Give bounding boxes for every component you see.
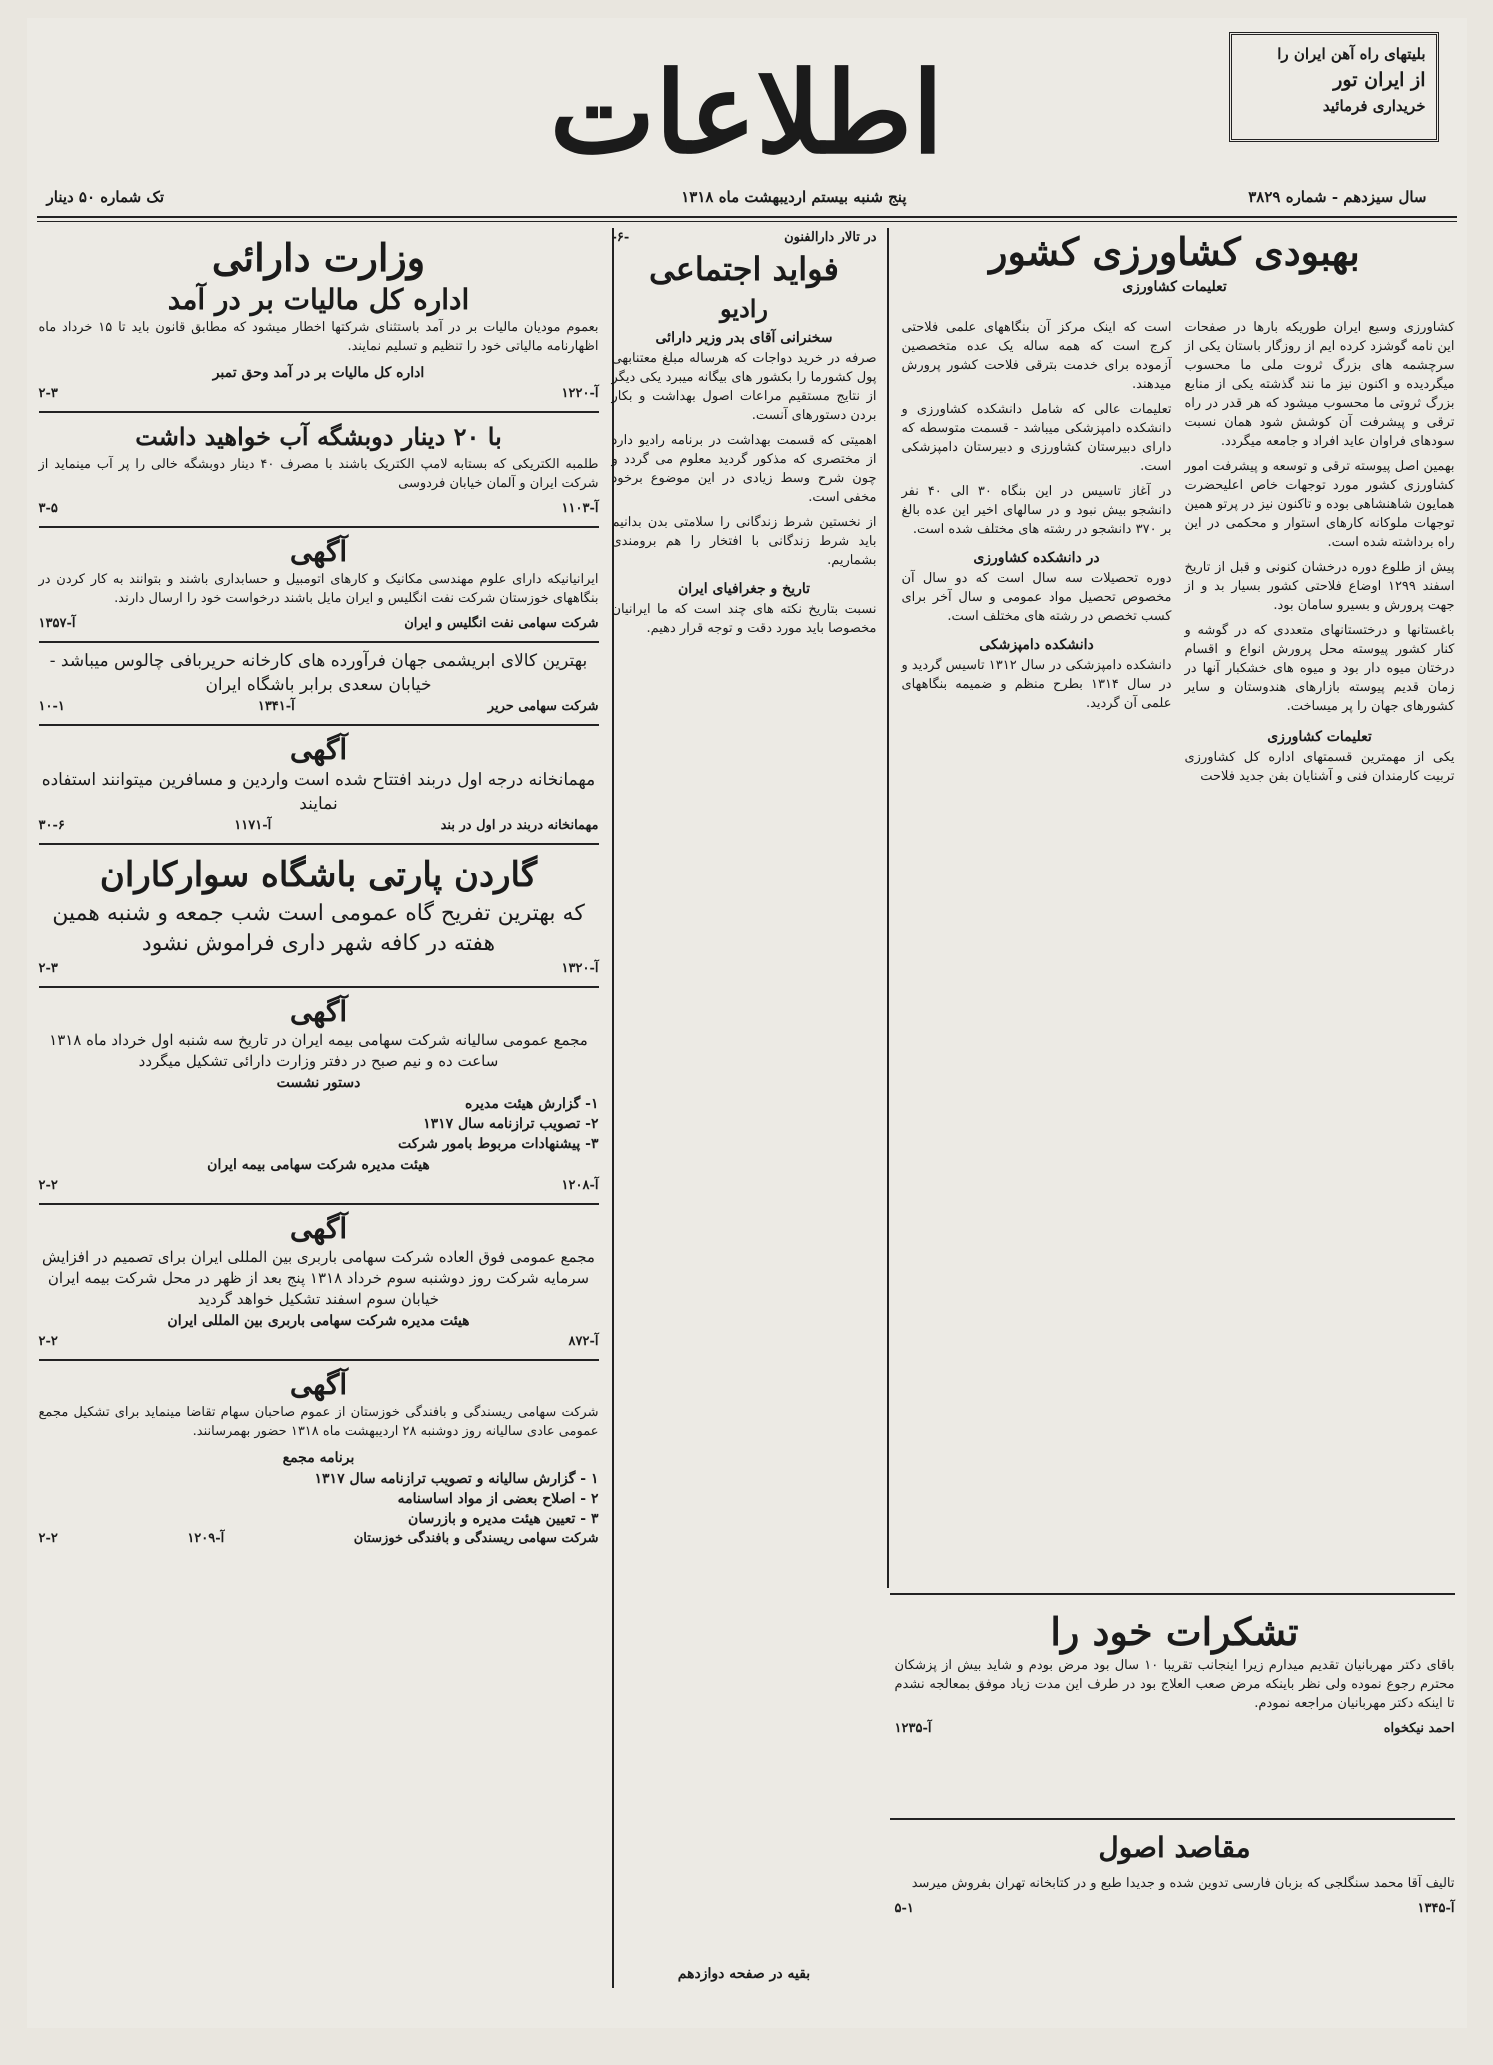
paragraph: نسبت بتاریخ نکته های چند است که ما ایرانیان مخصوصا باید مورد دقت و توجه قرار دهیم. bbox=[611, 602, 877, 636]
article-radio-corner bbox=[612, 228, 877, 247]
signature: احمد نیکخواه bbox=[1383, 1721, 1455, 1736]
ad-finance bbox=[39, 228, 599, 413]
ad-title: گاردن پارتی باشگاه سوارکاران bbox=[99, 855, 538, 895]
agenda-item: ۳ - تعیین هیئت مدیره و بازرسان bbox=[408, 1511, 599, 1527]
masthead-ad-box bbox=[1229, 32, 1439, 142]
ad-textile bbox=[39, 1361, 599, 1556]
ad-title: آگهی bbox=[289, 1368, 348, 1401]
agenda-item: ۱ - گزارش سالیانه و تصویب ترازنامه سال ۱۳۱۷ bbox=[314, 1471, 599, 1487]
ad-code: آ-۱۱۷۱ bbox=[234, 818, 272, 833]
ad-code-row bbox=[39, 384, 599, 403]
ad-title: آگهی bbox=[289, 1212, 348, 1245]
section-subhead: در دانشکده کشاورزی bbox=[973, 550, 1100, 566]
notice-book bbox=[895, 1830, 1455, 1918]
issue-number: سال سیزدهم - شماره ۳۸۲۹ bbox=[1248, 188, 1427, 206]
bottom-right-rule-2 bbox=[890, 1818, 1455, 1820]
ad-code-row bbox=[39, 614, 599, 633]
ads-column bbox=[39, 228, 599, 1556]
article-radio bbox=[612, 228, 877, 644]
ad-code: آ-۱۳۲۰ bbox=[561, 961, 599, 976]
paragraph: از نخستین شرط زندگانی را سلامتی بدن بدانیم باید شرط زندگانی با افتخار را هم برومندی بشماریم. bbox=[611, 515, 877, 568]
ad-title: وزارت دارائی bbox=[211, 235, 426, 280]
ad-code: آ-۱۲۳۵ bbox=[894, 1721, 932, 1736]
article-radio-title: فواید اجتماعی bbox=[649, 250, 839, 288]
article-radio-speaker: سخنرانی آقای بدر وزیر دارائی bbox=[655, 330, 833, 346]
agenda-list bbox=[39, 1094, 599, 1154]
ad-signature: مهمانخانه دربند در اول در بند bbox=[440, 818, 599, 833]
ad-body: شرکت سهامی ریسندگی و بافندگی خوزستان از عموم صاحبان سهام تقاضا مینماید برای تشکیل مجمع عمومی عادی سالیانه روز دوشنبه ۲۸ اردیبهشت ماه ۱۳۱۸ حضور بهمرسانند. bbox=[38, 1405, 599, 1439]
article-radio-continued: بقیه در صفحه دوازدهم bbox=[677, 1966, 811, 1982]
ad-title: بهترین کالای ابریشمی جهان فرآورده های کارخانه حریربافی چالوس میباشد - خیابان سعدی برابر باشگاه ایران bbox=[49, 651, 588, 695]
paragraph: اهمیتی که قسمت بهداشت در برنامه رادیو دارد از مختصری که مذکور گردید معلوم می گردد و چون شرح وسط زیادی در این موضوع برخود مخفی است. bbox=[611, 433, 877, 505]
ad-number: ۲-۳ bbox=[38, 961, 58, 976]
ad-code-row bbox=[39, 816, 599, 835]
ad-garden-party bbox=[39, 845, 599, 988]
ad-subtitle: اداره کل مالیات بر در آمد bbox=[167, 283, 470, 316]
ad-signature: شرکت سهامی ریسندگی و بافندگی خوزستان bbox=[353, 1531, 599, 1546]
agenda-item: ۲ - اصلاح بعضی از مواد اساسنامه bbox=[397, 1491, 599, 1507]
ad-oil-company bbox=[39, 528, 599, 643]
paragraph: صرفه در خرید دواجات که هرساله مبلغ معتنابهی پول کشورما را بکشور های بیگانه میبرد یکی دیگر از نتایج مستقیم مراعات اصول بهداشت و بکار بردن دستورهای آنست. bbox=[611, 351, 877, 423]
ad-code: آ-۸۷۲ bbox=[568, 1334, 599, 1349]
article-radio-subtitle: رادیو bbox=[719, 294, 769, 323]
ad-box-line3: خریداری فرمائید bbox=[1322, 97, 1426, 115]
issue-price: تک شماره ۵۰ دینار bbox=[46, 188, 165, 206]
paragraph: یکی از مهمترین قسمتهای اداره کل کشاورزی تربیت کارمندان فنی و آشنایان بفن جدید فلاحت bbox=[1184, 750, 1455, 784]
ad-number: ۵-۱ bbox=[894, 1901, 914, 1916]
ad-box-line2: از ایران تور bbox=[1333, 69, 1426, 91]
ad-code-row bbox=[39, 1176, 599, 1195]
article-agriculture-title: بهبودی کشاورزی کشور bbox=[989, 229, 1360, 274]
ad-subhead: برنامه مجمع bbox=[282, 1450, 355, 1466]
paragraph: است که اینک مرکز آن بنگاههای علمی فلاحتی کرج است که همه ساله یک عده متخصصین آزموده برای خدمت بترقی فلاحت کشور پرورش میدهند. bbox=[901, 320, 1172, 392]
header-rule bbox=[37, 216, 1457, 218]
paragraph: پیش از طلوع دوره درخشان کنونی و قبل از تاریخ اسفند ۱۲۹۹ اوضاع فلاحتی کشور بسیار بد و از جهت پرورش و بسیرو سامان بود. bbox=[1184, 560, 1455, 613]
ad-code: آ-۱۳۵۷ bbox=[38, 616, 76, 631]
notice-thanks-title: تشکرات خود را bbox=[1050, 1609, 1299, 1654]
ad-signature: هیئت مدیره شرکت سهامی بیمه ایران bbox=[207, 1157, 430, 1173]
ad-code: آ-۱۳۴۱ bbox=[257, 699, 295, 714]
ad-number: ۱۰-۱ bbox=[38, 699, 65, 714]
ad-code: آ-۱۲۰۹ bbox=[187, 1531, 225, 1546]
ad-body: مجمع عمومی سالیانه شرکت سهامی بیمه ایران در تاریخ سه شنبه اول خرداد ماه ۱۳۱۸ ساعت ده و نیم صبح در دفتر وزارت دارائی تشکیل میگردد bbox=[49, 1031, 588, 1070]
ad-number: ۲-۲ bbox=[38, 1531, 58, 1546]
ad-code: آ-۱۱۰۳ bbox=[561, 501, 599, 516]
ad-code-row bbox=[39, 697, 599, 716]
ad-body: که بهترین تفریح گاه عمومی است شب جمعه و شنبه همین هفته در کافه شهر داری فراموش نشود bbox=[52, 901, 585, 956]
ad-body: ایرانیانیکه دارای علوم مهندسی مکانیک و کارهای اتومبیل و حسابداری باشند و بتوانند به کار کردن در بنگاههای خوزستان شرکت نفت انگلیس و ایران مایل باشند درخواست خود را ارسال دارند. bbox=[38, 572, 599, 606]
ad-code-row bbox=[39, 1529, 599, 1548]
paragraph: تالیف آقا محمد سنگلجی که بزبان فارسی تدوین شده و جدیدا طبع و در کتابخانه تهران بفروش میرسد bbox=[911, 1876, 1455, 1891]
corner-left: -۶- bbox=[611, 230, 630, 245]
ad-freight bbox=[39, 1205, 599, 1361]
ad-title: آگهی bbox=[289, 995, 348, 1028]
agenda-item: ۲- تصویب ترازنامه سال ۱۳۱۷ bbox=[423, 1116, 599, 1132]
ad-number: ۲-۲ bbox=[38, 1334, 58, 1349]
ad-code: آ-۱۳۴۵ bbox=[1417, 1901, 1455, 1916]
agenda-list bbox=[39, 1469, 599, 1529]
ad-signature: اداره کل مالیات بر در آمد وحق تمبر bbox=[212, 365, 425, 381]
article-agriculture bbox=[895, 228, 1455, 304]
notice-thanks bbox=[895, 1608, 1455, 1738]
agenda-item: ۳- پیشنهادات مربوط بامور شرکت bbox=[397, 1136, 599, 1152]
ad-code: آ-۱۲۰۸ bbox=[561, 1178, 599, 1193]
ad-insurance bbox=[39, 988, 599, 1205]
ad-body: طلمبه الکتریکی که بستابه لامپ الکتریک باشند با مصرف ۴۰ دینار دوبشگه خالی را پر آب مینماید از شرکت ایران و آلمان خیابان فردوسی bbox=[38, 457, 599, 491]
ad-signature: شرکت سهامی نفت انگلیس و ایران bbox=[404, 616, 599, 631]
paragraph: در آغاز تاسیس در این بنگاه ۳۰ الی ۴۰ نفر دانشجو بیش نبود و در سالهای اخیر این عده بالغ بر ۳۷۰ دانشجو در رشته های مختلف شده است. bbox=[901, 484, 1172, 537]
ad-code: آ-۱۲۲۰ bbox=[561, 386, 599, 401]
ad-number: ۲-۲ bbox=[38, 1178, 58, 1193]
ad-number: ۲-۳ bbox=[38, 386, 58, 401]
notice-code-row bbox=[895, 1719, 1455, 1738]
article-agriculture-col-a bbox=[1185, 318, 1455, 792]
article-agriculture-col-b bbox=[902, 318, 1172, 719]
agenda-item: ۱- گزارش هیئت مدیره bbox=[465, 1096, 599, 1112]
paragraph: باقای دکتر مهربانیان تقدیم میدارم زیرا اینجانب تقریبا ۱۰ سال بود مرض بودم و شاید بیش از پزشکان محترم رجوع نموده ولی نظر باینکه مرض صعب العلاج بود در طرف این مدت زیاد موفق بمعالجه نشدم تا اینکه دکتر مهربانیان مراجعه نمودم. bbox=[894, 1658, 1455, 1711]
issue-date: پنج شنبه بیستم اردیبهشت ماه ۱۳۱۸ bbox=[681, 188, 907, 206]
bottom-right-rule bbox=[890, 1593, 1455, 1595]
ad-title: آگهی bbox=[289, 733, 348, 766]
ad-code-row bbox=[39, 1332, 599, 1351]
paragraph: تعلیمات عالی که شامل دانشکده کشاورزی و دانشکده دامپزشکی میباشد - قسمت متوسطه که دارای دبیرستان کشاورزی و دبیرستان دامپزشکی است. bbox=[901, 402, 1172, 474]
notice-code-row bbox=[895, 1899, 1455, 1918]
paragraph: دوره تحصیلات سه سال است که دو سال آن مخصوص تحصیل مواد عمومی و سال آخر برای کسب تخصص در رشته های مختلف است. bbox=[901, 571, 1172, 624]
ad-title: با ۲۰ دینار دوبشگه آب خواهید داشت bbox=[135, 422, 502, 451]
ad-title: آگهی bbox=[289, 535, 348, 568]
masthead-title: اطلاعات bbox=[549, 48, 944, 179]
newspaper-page bbox=[27, 18, 1467, 2028]
paragraph: دانشکده دامپزشکی در سال ۱۳۱۲ تاسیس گردید و در سال ۱۳۱۴ بطرح منظم و ضمیمه بنگاههای علمی آن گردید. bbox=[901, 658, 1172, 711]
notice-book-title: مقاصد اصول bbox=[1098, 1831, 1251, 1864]
section-subhead: تعلیمات کشاورزی bbox=[1267, 729, 1372, 745]
ad-signature: هیئت مدیره شرکت سهامی باربری بین المللی ایران bbox=[167, 1313, 470, 1329]
ad-signature: شرکت سهامی حریر bbox=[487, 699, 599, 714]
paragraph: کشاورزی وسیع ایران طوریکه بارها در صفحات این نامه گوشزد کرده ایم از روزگار باستان یکی از سرچشمه های بزرگ ثروت ملی ما محسوب میگردیده و اکنون نیز ما نند گذشته یکی از منابع بزرگ ثروتی ما محسوب میشود که هر قدر در راه ترقی و پیشرفت آن کوشش شود همان نسبت سودهای فراوان عاید افراد و جامعه میگردد. bbox=[1184, 320, 1455, 449]
ad-body: مجمع عمومی فوق العاده شرکت سهامی باربری بین المللی ایران برای تصمیم در افزایش سرمایه شرکت روز دوشنبه سوم خرداد ۱۳۱۸ پنج بعد از ظهر در محل شرکت بیمه ایران خیابان سوم اسفند تشکیل خواهد گردید bbox=[42, 1248, 595, 1308]
ad-box-line1: بلیتهای راه آهن ایران را bbox=[1277, 45, 1426, 63]
section-subhead: تاریخ و جغرافیای ایران bbox=[677, 581, 811, 597]
ad-subhead: دستور نشست bbox=[276, 1075, 361, 1091]
ad-pump bbox=[39, 413, 599, 528]
ad-hotel bbox=[39, 726, 599, 845]
ad-body: بعموم مودیان مالیات بر در آمد باستثنای شرکتها اخطار میشود که مطابق قانون باید تا ۱۵ خرداد ماه اظهارنامه مالیاتی خود را تنظیم و تسلیم نمایند. bbox=[38, 320, 599, 354]
ad-body: مهمانخانه درجه اول دربند افتتاح شده است واردین و مسافرین میتوانند استفاده نمایند bbox=[41, 770, 596, 814]
column-separator-1 bbox=[887, 228, 889, 1588]
paragraph: بهمین اصل پیوسته ترقی و توسعه و پیشرفت امور کشاورزی کشور مورد توجهات خاص اعلیحضرت همایون شاهنشاهی بوده و تاکنون نیز در پرتو همین توجهات ملوکانه کارهای استوار و محکمی در این راه برداشته شده است. bbox=[1184, 459, 1455, 550]
ad-number: ۳۰-۶ bbox=[38, 818, 65, 833]
section-subhead: دانشکده دامپزشکی bbox=[979, 637, 1094, 653]
corner-right: در تالار دارالفنون bbox=[784, 230, 877, 245]
ad-code-row bbox=[39, 499, 599, 518]
ad-silk bbox=[39, 643, 599, 726]
article-agriculture-subtitle: تعلیمات کشاورزی bbox=[1122, 279, 1227, 295]
header-rule-thin bbox=[37, 221, 1457, 222]
ad-number: ۳-۵ bbox=[38, 501, 58, 516]
ad-code-row bbox=[39, 959, 599, 978]
paragraph: باغستانها و درختستانهای متعددی که در گوشه و کنار کشور پیوسته محل پرورش انواع و اقسام درختان میوه دار بود و میوه های خشکبار آنها در زمان قدیم پیوسته بازارهای هندوستان و سایر کشورهای جهان را پر میساخت. bbox=[1184, 623, 1455, 714]
